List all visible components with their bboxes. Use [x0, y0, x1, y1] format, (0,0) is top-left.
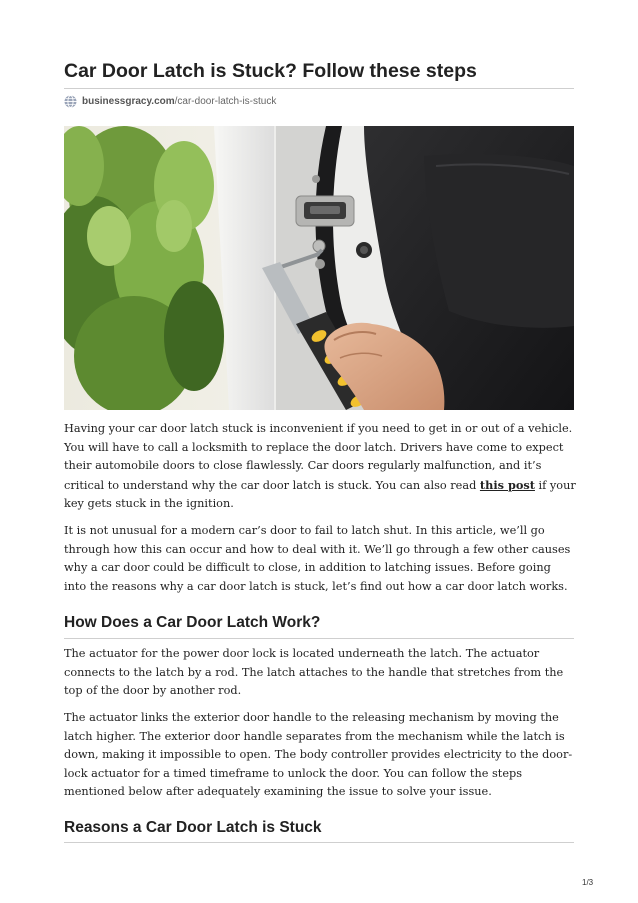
section-divider: [64, 638, 574, 639]
section-divider: [64, 842, 574, 843]
source-domain[interactable]: businessgracy.com: [82, 95, 175, 107]
intro-text-start: Having your car door latch stuck is inconvenient if you need to get in or out of a vehicle. You will have to call a locksmith to replace the door latch. Drivers have come to expect their automobile doors to close flawlessly. Car doors regularly malfunction, and it’s critical to understand why the car door latch is stuck. You can also read: [64, 422, 573, 492]
mechanism-paragraph: The actuator links the exterior door handle to the releasing mechanism by moving the latch higher. The exterior door handle separates from the mechanism while the latch is down, making it impossible to open. The body controller provides electricity to the door-lock actuator for a timed timeframe to unlock the door. You can follow the steps mentioned below after adequately examining the issue to solve your issue.: [64, 711, 573, 799]
hero-image: [64, 126, 574, 410]
this-post-link[interactable]: this post: [479, 477, 535, 492]
page-title: Car Door Latch is Stuck? Follow these steps: [64, 60, 477, 82]
intro-text-end: if your key gets stuck in the ignition.: [64, 478, 576, 511]
intro-paragraph: [64, 420, 576, 514]
title-divider: [64, 88, 574, 89]
overview-paragraph: It is not unusual for a modern car’s door to fail to latch shut. In this article, we’ll go through how this can occur and how to deal with it. We’ll go through a few other causes why a car door could be difficult to close, in addition to latching issues. Before going into the reasons why a car door latch is stuck, let’s find out how a car door latch works.: [64, 524, 571, 593]
source-path[interactable]: /car-door-latch-is-stuck: [174, 95, 277, 107]
section-heading-how-it-works: How Does a Car Door Latch Work?: [64, 614, 321, 631]
section-heading-reasons: Reasons a Car Door Latch is Stuck: [64, 819, 322, 836]
globe-icon: [64, 95, 77, 108]
car-door-latch-photo-icon: [64, 126, 574, 410]
source-line[interactable]: [64, 93, 276, 109]
page-number: 1/3: [582, 878, 594, 887]
actuator-paragraph: The actuator for the power door lock is located underneath the latch. The actuator connects to the latch by a rod. The latch attaches to the handle that stretches from the top of the door by another rod.: [64, 647, 564, 698]
